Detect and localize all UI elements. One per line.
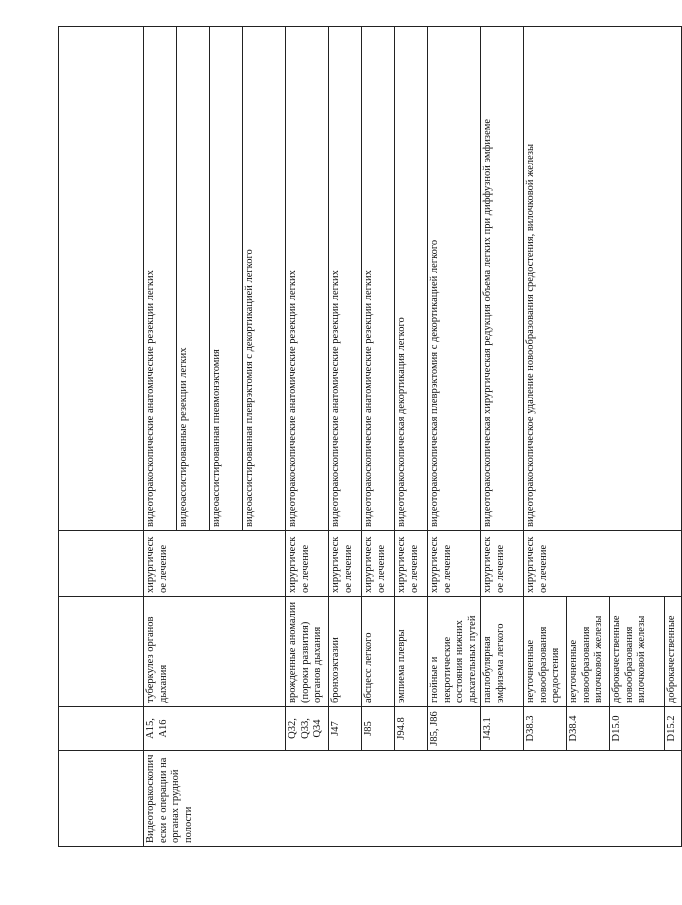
- diagnosis-cell: доброкачественные новообразования вилочковой железы: [610, 597, 665, 707]
- rotated-table-container: [58, 27, 677, 847]
- code-cell: D15.2: [665, 707, 682, 751]
- table-row: [286, 26, 329, 846]
- method-cell: видеоторакоскопическое удаление новообразования средостения, вилочковой железы: [524, 26, 682, 530]
- table-row: [524, 26, 567, 846]
- method-cell: видеоторакоскопическая плеврэктомия с декортикацией легкого: [428, 26, 481, 530]
- code-cell: J85: [362, 707, 395, 751]
- code-cell: D38.3: [524, 707, 567, 751]
- method-cell: видеоторакоскопическая хирургическая редукция объема легких при диффузной эмфиземе: [481, 26, 524, 530]
- method-cell: видеоторакоскопическая декортикация легкого: [395, 26, 428, 530]
- code-cell: A15, A16: [144, 707, 286, 751]
- treatment-cell: хирургическое лечение: [144, 531, 286, 597]
- table-row: [329, 26, 362, 846]
- table-row: [362, 26, 395, 846]
- table-row: [144, 26, 177, 846]
- method-cell: видеоассистированные резекции легких: [177, 26, 210, 530]
- method-cell: видеоассистированная плеврэктомия с декортикацией легкого: [243, 26, 286, 530]
- table-top-row: [59, 26, 144, 846]
- diagnosis-cell: гнойные и некротические состояния нижних дыхательных путей: [428, 597, 481, 707]
- method-cell: видеоассистированная пневмонэктомия: [210, 26, 243, 530]
- diagnosis-cell: туберкулез органов дыхания: [144, 597, 286, 707]
- method-cell: видеоторакоскопические анатомические резекции легких: [286, 26, 329, 530]
- code-cell: D38.4: [567, 707, 610, 751]
- table-row: [395, 26, 428, 846]
- table-row: [481, 26, 524, 846]
- method-cell: видеоторакоскопические анатомические резекции легких: [329, 26, 362, 530]
- diagnosis-cell: бронхоэктазии: [329, 597, 362, 707]
- top-cell-4: [59, 531, 144, 597]
- diagnosis-cell: неуточненные новообразования вилочковой железы: [567, 597, 610, 707]
- table-row: [428, 26, 481, 846]
- top-cell-3: [59, 597, 144, 707]
- diagnosis-cell: абсцесс легкого: [362, 597, 395, 707]
- treatment-cell: хирургическое лечение: [362, 531, 395, 597]
- code-cell: J85, J86: [428, 707, 481, 751]
- method-cell: видеоторакоскопические анатомические резекции легких: [362, 26, 395, 530]
- treatment-cell: хирургическое лечение: [481, 531, 524, 597]
- section-name-cell: Видеоторакоскопически е операции на органах грудной полости: [144, 751, 682, 847]
- method-cell: видеоторакоскопические анатомические резекции легких: [144, 26, 177, 530]
- top-cell-5: [59, 26, 144, 530]
- code-cell: J94.8: [395, 707, 428, 751]
- code-cell: J43.1: [481, 707, 524, 751]
- diagnosis-cell: неуточненные новообразования средостения: [524, 597, 567, 707]
- treatment-cell: хирургическое лечение: [428, 531, 481, 597]
- diagnosis-cell: врожденные аномалии (пороки развития) органов дыхания: [286, 597, 329, 707]
- diagnosis-cell: панлобулярная эмфизема легкого: [481, 597, 524, 707]
- treatment-cell: хирургическое лечение: [329, 531, 362, 597]
- treatment-cell: хирургическое лечение: [395, 531, 428, 597]
- diagnosis-cell: доброкачественные: [665, 597, 682, 707]
- code-cell: D15.0: [610, 707, 665, 751]
- code-cell: Q32, Q33, Q34: [286, 707, 329, 751]
- code-cell: J47: [329, 707, 362, 751]
- treatment-cell: хирургическое лечение: [286, 531, 329, 597]
- procedures-table: [58, 26, 682, 847]
- top-cell-2: [59, 707, 144, 751]
- treatment-cell: хирургическое лечение: [524, 531, 682, 597]
- top-cell-1: [59, 751, 144, 847]
- diagnosis-cell: эмпиема плевры: [395, 597, 428, 707]
